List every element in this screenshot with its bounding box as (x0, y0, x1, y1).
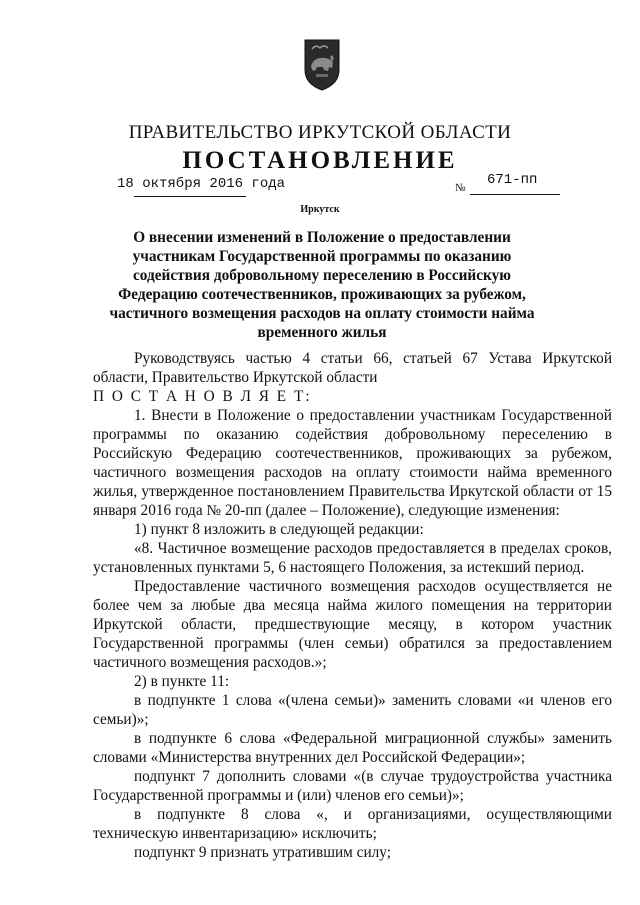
document-title: О внесении изменений в Положение о предоставлении участникам Государственной программы по оказанию содействия добровольному переселению в Российскую Федерацию соотечественников, проживающих за рубежом, частичного возмещения расходов на оплату стоимости найма временного жилья (109, 229, 535, 341)
date-underline (134, 196, 246, 197)
paragraph-6: в подпункте 1 слова «(члена семьи)» заменить словами «и членов его семьи)»; (93, 692, 612, 728)
paragraph-4: Предоставление частичного возмещения расходов осуществляется не более чем за любые два месяца найма жилого помещения на территории Иркутской области, предшествующие месяцу, в котором участник Государственной программы (член семьи) обратился за предоставлением частичного возмещения расходов.»; (93, 578, 612, 671)
paragraph-8: подпункт 7 дополнить словами «(в случае трудоустройства участника Государственной программы и (или) членов его семьи)»; (93, 768, 612, 804)
preamble: Руководствуясь частью 4 статьи 66, статьей 67 Устава Иркутской области, Правительство Иркутской области (93, 350, 612, 386)
paragraph-2: 1) пункт 8 изложить в следующей редакции: (134, 521, 424, 538)
paragraph-3: «8. Частичное возмещение расходов предоставляется в пределах сроков, установленных пунктами 5, 6 настоящего Положения, за истекший период. (93, 540, 612, 576)
resolves-word: П О С Т А Н О В Л Я Е Т: (93, 388, 312, 405)
document-body (93, 349, 612, 862)
paragraph-9: в подпункте 8 слова «, и организациями, осуществляющими техническую инвентаризацию» исключить; (93, 806, 612, 842)
paragraph-5: 2) в пункте 11: (134, 673, 230, 690)
paragraph-7: в подпункте 6 слова «Федеральной миграционной службы» заменить словами «Министерства внутренних дел Российской Федерации»; (93, 730, 612, 766)
document-number: 671-пп (487, 172, 538, 188)
document-date: 18 октября 2016 года (117, 176, 286, 192)
city-name: Иркутск (300, 204, 340, 215)
number-label: № (455, 182, 466, 194)
number-underline (470, 194, 560, 195)
coat-of-arms-icon (302, 36, 342, 92)
paragraph-10: подпункт 9 признать утратившим силу; (134, 844, 391, 861)
government-name: ПРАВИТЕЛЬСТВО ИРКУТСКОЙ ОБЛАСТИ (128, 122, 512, 143)
paragraph-1: 1. Внести в Положение о предоставлении участникам Государственной программы по оказанию содействия добровольному переселению в Российскую Федерацию соотечественников, проживающих за рубежом, частичного возмещения расходов на оплату стоимости найма временного жилья, утвержденное постановлением Правительства Иркутской области от 15 января 2016 года № 20-пп (далее – Положение), следующие изменения: (93, 407, 612, 519)
document-type: ПОСТАНОВЛЕНИЕ (182, 147, 458, 174)
